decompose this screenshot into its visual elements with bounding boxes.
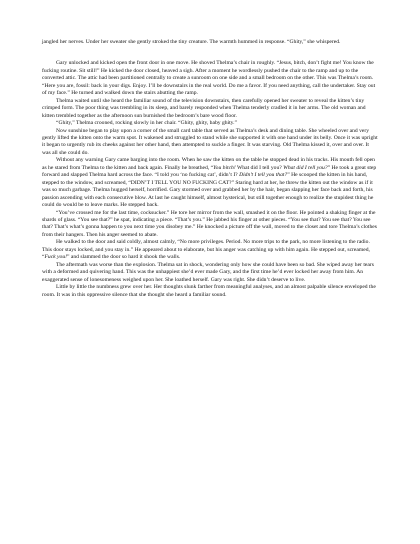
text-run: ” He scooped the kitten in his hand, stepped to the window, and screamed, “DIDN’T I TELL YOU NO FUCKING CAT?” Staring hard at her, he threw the kitten out the window as if it was so much garbage. Thelma hugged herself, horrified. Gary stormed over and grabbed her by the hair, began slapping her face back and forth, his passion ascending with each consecutive blow. At last he caught himself, almost hysterical, but still together enough to realize the stupidest thing he could do would be to leave marks. He stepped back. [42, 172, 374, 209]
paragraph-3 [42, 98, 378, 120]
emphasized-text: You bitch! [213, 164, 236, 171]
emphasized-text: Fuck you! [44, 254, 68, 261]
paragraph-1 [42, 39, 378, 46]
paragraph-8 [42, 239, 378, 261]
paragraph-7 [42, 210, 378, 240]
paragraph-10 [42, 284, 378, 299]
paragraph-9 [42, 262, 378, 284]
text-run: “Ghity,” Thelma crooned, rocking slowly in her chair. “Ghity, ghity, baby ghity.” [56, 120, 237, 127]
text-run: ” He took a great step forward and slapped Thelma hard across the face. “I told you ‘no fucking cat’, didn’t I? [42, 164, 377, 179]
document-page [42, 39, 378, 299]
emphasized-text: Didn’t I tell you that? [239, 172, 288, 179]
text-run: He walked to the door and said coldly, almost calmly, “No more privileges. Period. No more trips to the park, no more listening to the radio. This door stays locked, and you stay in.” He appeared about to elaborate, but his anger was catching up with him again. He stepped out, screamed, “ [42, 239, 370, 261]
paragraph-2 [42, 60, 378, 97]
text-run: Gary unlocked and kicked open the front door in one move. He shoved Thelma’s chair in roughly. “Jesus, bitch, don’t fight me! You know the fucking routine. Sit still!” He kicked the door closed, heaved a sigh. After a moment he wordlessly pushed the chair to the ramp and up to the converted attic. The attic had been partitioned centrally to create a sunroom on one side and a small bedroom on the other. This was Thelma’s room. “Here you are, fossil: back in your digs. Enjoy. I’ll be downstairs in the real world. Do me a favor. If you need anything, call the undertaker. Stay out of my face.” He turned and walked down the stairs abutting the ramp. [42, 60, 376, 97]
text-run: The aftermath was worse than the explosion. Thelma sat in shock, wondering only how she could have been so bad. She wiped away her tears with a deformed and quivering hand. This was the unhappiest she’d ever made Gary, and the first time he’d ever locked her away from him. An exaggerated sense of lonesomeness weighed upon her. She loathed herself. Gary was right. She didn’t deserve to live. [42, 261, 374, 283]
paragraph-4 [42, 120, 378, 127]
emphasized-text: What did I tell you? [283, 164, 328, 171]
text-run: Thelma waited until she heard the familiar sound of the television downstairs, then carefully opened her sweater to reveal the kitten’s tiny crimped form. The poor thing was trembling in its sleep, and barely responded when Thelma tenderly cradled it in her arms. The old woman and kitten trembled together as the afternoon sun burnished the bedroom’s bare wood floor. [42, 97, 366, 119]
paragraph-6 [42, 157, 378, 209]
text-run: What did I tell you? [235, 164, 284, 171]
text-run: “You’ve crossed me for the last time, cocksucker.” He tore her mirror from the wall, smashed it on the floor. He pointed a shaking finger at the shards of glass. “You see that?” he spat, indicating a piece. “That’s you.” He jabbed his finger at other pieces. “You see that? You see that? You see that? That’s what’s gonna happen to you next time you disobey me.” He knocked a picture off the wall, moved to the closet and tore Thelma’s clothes from their hangers. Then his anger seemed to abate. [42, 209, 377, 238]
paragraph-5 [42, 128, 378, 158]
text-run: Without any warning Gary came barging into the room. When he saw the kitten on the table he stopped dead in his tracks. His mouth fell open as he stared from Thelma to the kitten and back again. Finally he breathed, “ [42, 157, 375, 171]
text-run: Little by little the numbness grew over her. Her thoughts slunk farther from meaningful analyses, and an almost palpable silence enveloped the room. It was in this oppressive silence that she thought she heard a familiar sound. [42, 284, 376, 298]
text-run: jangled her nerves. Under her sweater she gently stroked the tiny creature. The warmth hummed in response. “Ghity,” she whispered. [42, 39, 341, 45]
text-run: Now sunshine began to play upon a corner of the small card table that served as Thelma’s desk and dining table. She wheeled over and very gently lifted the kitten onto the warm spot. It wakened and struggled to stand while she supported it with one hand under its belly. Once it was upright it began to urgently rub its cheeks against her other hand, then attempted to suckle a finger. It was starving. Old Thelma kissed it, over and over. It was all she could do. [42, 127, 378, 156]
text-run: ” and slammed the door so hard it shook the walls. [67, 254, 181, 261]
